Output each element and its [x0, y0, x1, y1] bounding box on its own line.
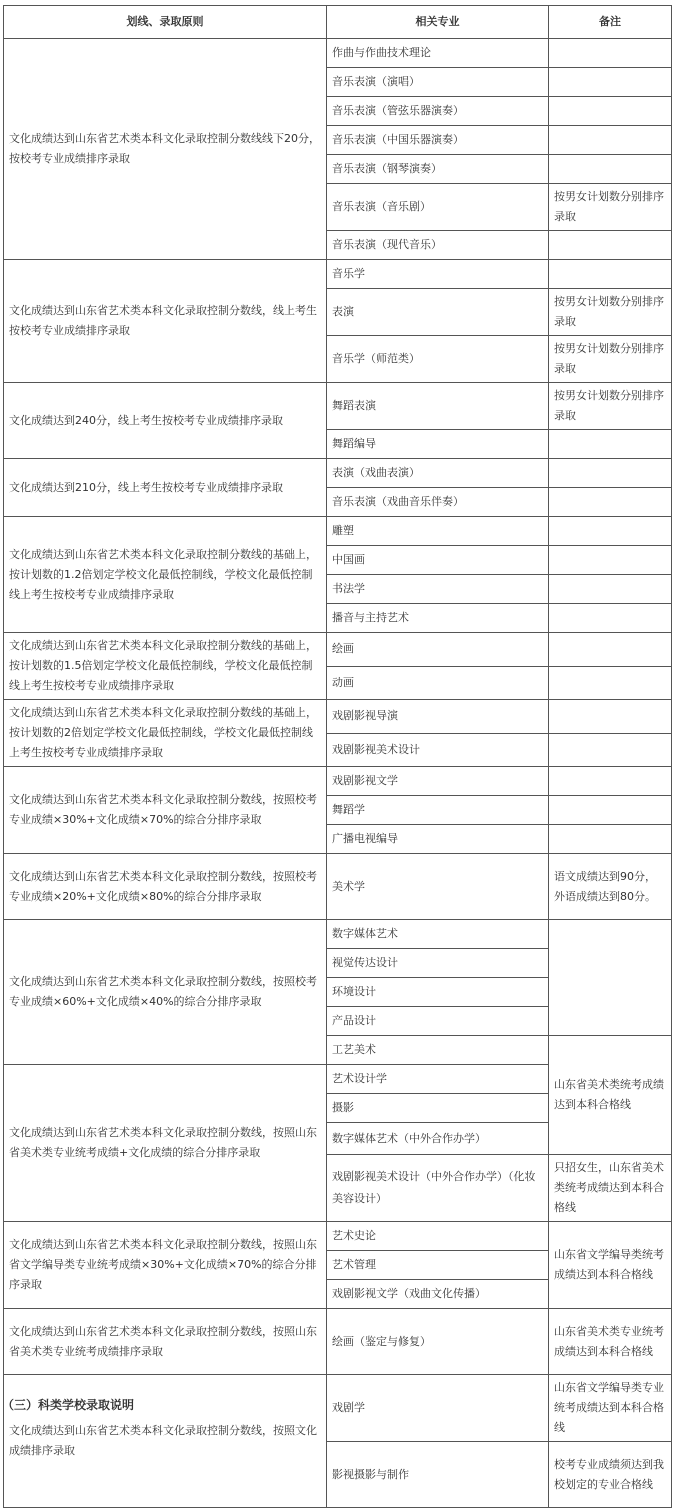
note-cell: [549, 633, 672, 667]
note-cell: 山东省文学编导类统考成绩达到本科合格线: [549, 1222, 672, 1309]
major-cell: 音乐表演（现代音乐）: [327, 231, 549, 260]
header-major: 相关专业: [327, 6, 549, 39]
note-cell: [549, 155, 672, 184]
note-cell: [549, 575, 672, 604]
note-cell: [549, 517, 672, 546]
note-cell: 山东省美术类专业统考成绩达到本科合格线: [549, 1309, 672, 1375]
note-cell: 按男女计划数分别排序录取: [549, 336, 672, 383]
major-cell: 动画: [327, 666, 549, 700]
major-cell: 产品设计: [327, 1007, 549, 1036]
table-row: [4, 1222, 672, 1251]
note-cell: [549, 796, 672, 825]
major-cell: 音乐表演（演唱）: [327, 68, 549, 97]
major-cell: 绘画: [327, 633, 549, 667]
note-cell: [549, 604, 672, 633]
major-cell: 戏剧影视美术设计（中外合作办学）（化妆美容设计）: [327, 1155, 549, 1222]
major-cell: 数字媒体艺术: [327, 920, 549, 949]
note-cell: [549, 459, 672, 488]
table-row: [4, 1309, 672, 1375]
table-row: [4, 700, 672, 734]
major-cell: 舞蹈学: [327, 796, 549, 825]
note-cell: 山东省文学编导类专业统考成绩达到本科合格线: [549, 1375, 672, 1442]
major-cell: 舞蹈表演: [327, 383, 549, 430]
major-cell: 雕塑: [327, 517, 549, 546]
major-cell: 表演（戏曲表演）: [327, 459, 549, 488]
note-cell: [549, 126, 672, 155]
note-cell: 按男女计划数分别排序录取: [549, 184, 672, 231]
table-row: [4, 383, 672, 430]
principle-cell: 文化成绩达到240分，线上考生按校考专业成绩排序录取: [4, 383, 327, 459]
major-cell: 音乐学: [327, 260, 549, 289]
major-cell: 戏剧影视文学（戏曲文化传播）: [327, 1280, 549, 1309]
header-note: 备注: [549, 6, 672, 39]
admission-table: [3, 5, 672, 1508]
table-row: [4, 854, 672, 920]
major-cell: 音乐表演（管弦乐器演奏）: [327, 97, 549, 126]
major-cell: 作曲与作曲技术理论: [327, 39, 549, 68]
table-body: [4, 39, 672, 1508]
principle-cell: 文化成绩达到山东省艺术类本科文化录取控制分数线，按照文化成绩排序录取: [4, 1375, 327, 1508]
note-cell: [549, 546, 672, 575]
note-cell: 只招女生，山东省美术类统考成绩达到本科合格线: [549, 1155, 672, 1222]
principle-cell: 文化成绩达到山东省艺术类本科文化录取控制分数线，按照校考专业成绩×20%+文化成绩×80%的综合分排序录取: [4, 854, 327, 920]
principle-cell: 文化成绩达到山东省艺术类本科文化录取控制分数线，按照山东省美术类专业统考成绩排序录取: [4, 1309, 327, 1375]
major-cell: 视觉传达设计: [327, 949, 549, 978]
table-row: [4, 459, 672, 488]
note-cell: [549, 260, 672, 289]
major-cell: 戏剧影视导演: [327, 700, 549, 734]
table-row: [4, 39, 672, 68]
principle-cell: 文化成绩达到山东省艺术类本科文化录取控制分数线，按照校考专业成绩×30%+文化成绩×70%的综合分排序录取: [4, 767, 327, 854]
note-cell: [549, 97, 672, 126]
principle-cell: 文化成绩达到山东省艺术类本科文化录取控制分数线，线上考生按校考专业成绩排序录取: [4, 260, 327, 383]
note-cell: [549, 700, 672, 734]
table-row: [4, 260, 672, 289]
principle-cell: 文化成绩达到山东省艺术类本科文化录取控制分数线的基础上，按计划数的1.2倍划定学校文化最低控制线，学校文化最低控制线上考生按校考专业成绩排序录取: [4, 517, 327, 633]
major-cell: 美术学: [327, 854, 549, 920]
header-principle: 划线、录取原则: [4, 6, 327, 39]
note-cell: [549, 68, 672, 97]
major-cell: 工艺美术: [327, 1036, 549, 1065]
note-cell: 按男女计划数分别排序录取: [549, 383, 672, 430]
note-cell: 语文成绩达到90分，外语成绩达到80分。: [549, 854, 672, 920]
principle-cell: 文化成绩达到山东省艺术类本科文化录取控制分数线，按照山东省文学编导类专业统考成绩×30%+文化成绩×70%的综合分排序录取: [4, 1222, 327, 1309]
principle-cell: 文化成绩达到山东省艺术类本科文化录取控制分数线，按照山东省美术类专业统考成绩+文化成绩的综合分排序录取: [4, 1065, 327, 1222]
major-cell: 音乐学（师范类）: [327, 336, 549, 383]
major-cell: 数字媒体艺术（中外合作办学）: [327, 1123, 549, 1155]
major-cell: 书法学: [327, 575, 549, 604]
note-cell: [549, 666, 672, 700]
major-cell: 艺术管理: [327, 1251, 549, 1280]
major-cell: 艺术设计学: [327, 1065, 549, 1094]
note-cell: [549, 920, 672, 1036]
major-cell: 表演: [327, 289, 549, 336]
major-cell: 广播电视编导: [327, 825, 549, 854]
principle-cell: 文化成绩达到山东省艺术类本科文化录取控制分数线线下20分，按校考专业成绩排序录取: [4, 39, 327, 260]
note-cell: [549, 39, 672, 68]
note-cell: 山东省美术类统考成绩达到本科合格线: [549, 1036, 672, 1155]
major-cell: 艺术史论: [327, 1222, 549, 1251]
major-cell: 音乐表演（戏曲音乐伴奏）: [327, 488, 549, 517]
major-cell: 摄影: [327, 1094, 549, 1123]
principle-cell: 文化成绩达到210分，线上考生按校考专业成绩排序录取: [4, 459, 327, 517]
major-cell: 音乐表演（中国乐器演奏）: [327, 126, 549, 155]
table-row: [4, 920, 672, 949]
table-row: [4, 517, 672, 546]
note-cell: [549, 825, 672, 854]
note-cell: [549, 488, 672, 517]
principle-cell: 文化成绩达到山东省艺术类本科文化录取控制分数线的基础上，按计划数的2倍划定学校文化最低控制线，学校文化最低控制线上考生按校考专业成绩排序录取: [4, 700, 327, 767]
major-cell: 音乐表演（钢琴演奏）: [327, 155, 549, 184]
major-cell: 舞蹈编导: [327, 430, 549, 459]
note-cell: [549, 767, 672, 796]
table-row: [4, 767, 672, 796]
major-cell: 环境设计: [327, 978, 549, 1007]
principle-cell: 文化成绩达到山东省艺术类本科文化录取控制分数线，按照校考专业成绩×60%+文化成绩×40%的综合分排序录取: [4, 920, 327, 1065]
major-cell: 音乐表演（音乐剧）: [327, 184, 549, 231]
major-cell: 戏剧影视文学: [327, 767, 549, 796]
major-cell: 戏剧影视美术设计: [327, 733, 549, 767]
note-cell: [549, 733, 672, 767]
major-cell: 绘画（鉴定与修复）: [327, 1309, 549, 1375]
note-cell: [549, 231, 672, 260]
note-cell: 按男女计划数分别排序录取: [549, 289, 672, 336]
table-header-row: [4, 6, 672, 39]
note-cell: 校考专业成绩须达到我校划定的专业合格线: [549, 1442, 672, 1508]
table-row: [4, 633, 672, 667]
major-cell: 戏剧学: [327, 1375, 549, 1442]
major-cell: 影视摄影与制作: [327, 1442, 549, 1508]
section-heading: （三）科类学校录取说明: [2, 1398, 135, 1412]
principle-cell: 文化成绩达到山东省艺术类本科文化录取控制分数线的基础上，按计划数的1.5倍划定学校文化最低控制线，学校文化最低控制线上考生按校考专业成绩排序录取: [4, 633, 327, 700]
note-cell: [549, 430, 672, 459]
major-cell: 播音与主持艺术: [327, 604, 549, 633]
major-cell: 中国画: [327, 546, 549, 575]
